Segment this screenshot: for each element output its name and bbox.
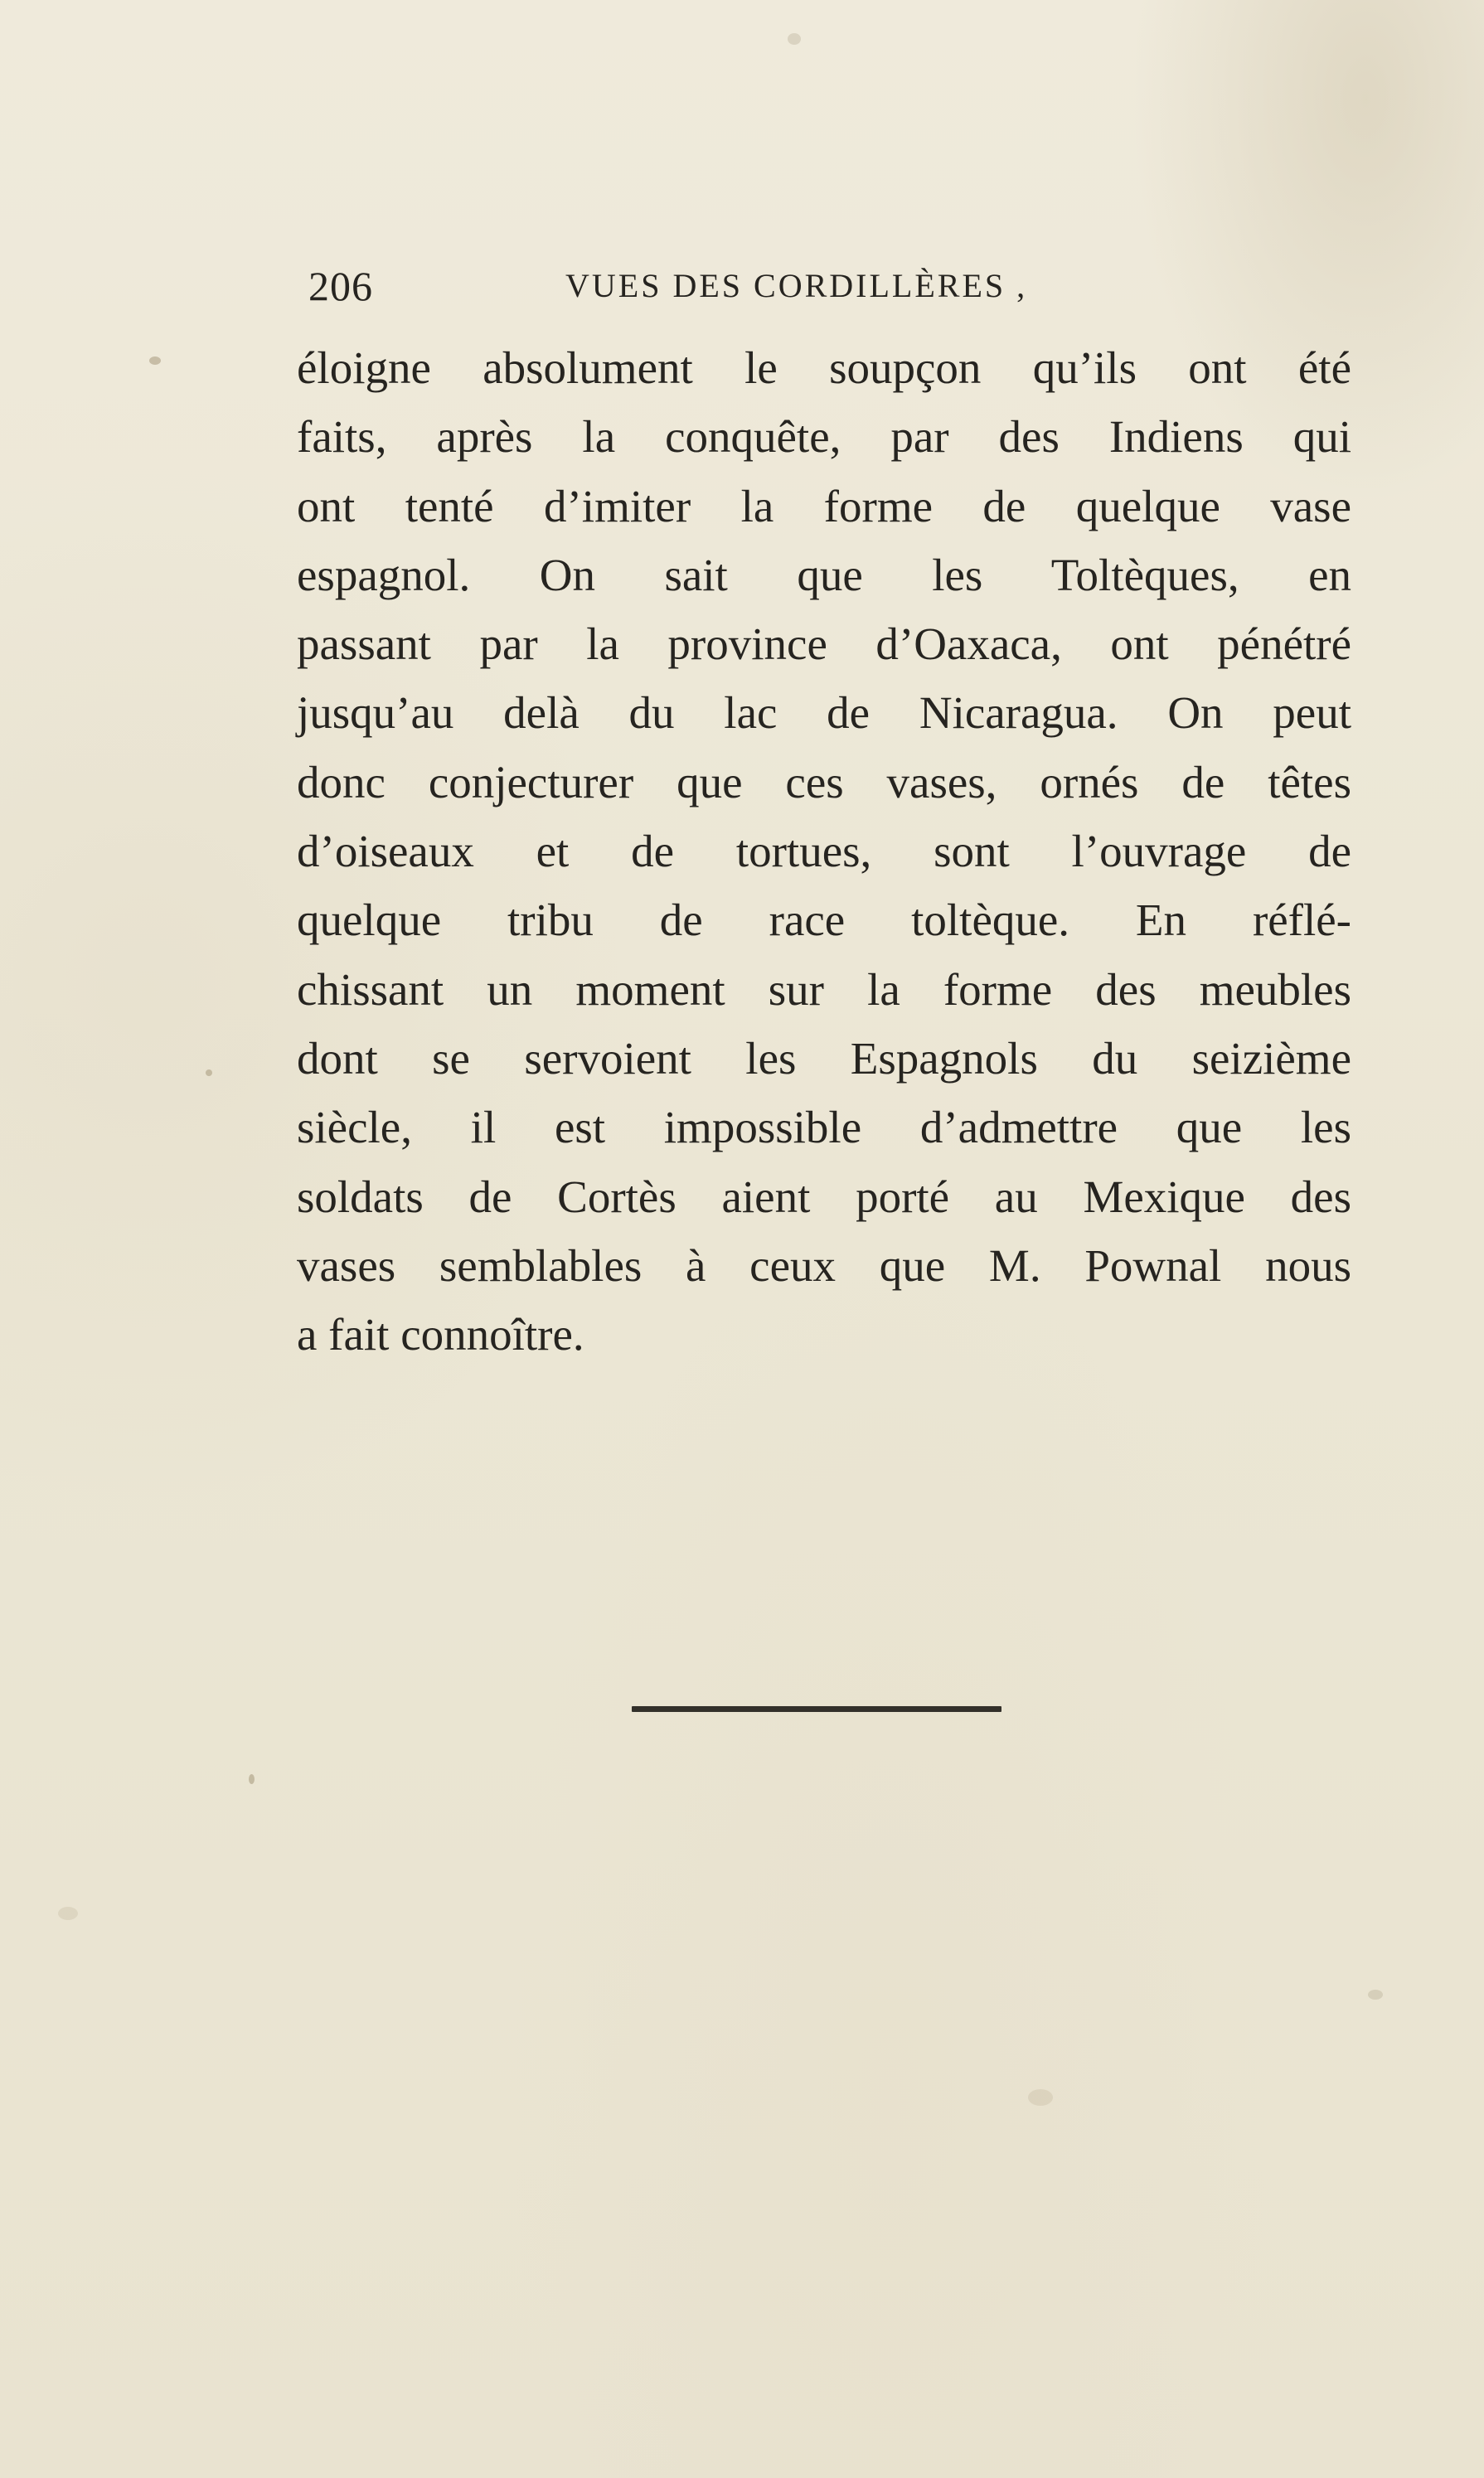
text-line: ont tenté d’imiter la forme de quelque vase	[297, 480, 1351, 531]
text-line: dont se servoient les Espagnols du seizième	[297, 1032, 1351, 1084]
page-number: 206	[308, 263, 373, 309]
paper-speck	[58, 1907, 78, 1920]
paper-speck	[149, 356, 161, 365]
running-title: VUES DES CORDILLÈRES ,	[565, 267, 1028, 304]
text-line: a fait connoître.	[297, 1309, 584, 1360]
text-line: espagnol. On sait que les Toltèques, en	[297, 549, 1351, 600]
body-paragraph	[297, 333, 1351, 1369]
paper-speck	[1368, 1990, 1383, 2000]
text-line: faits, après la conquête, par des Indiens qui	[297, 411, 1351, 463]
text-line: éloigne absolument le soupçon qu’ils ont été	[297, 342, 1351, 393]
text-line: soldats de Cortès aient porté au Mexique des	[297, 1171, 1351, 1222]
text-line: vases semblables à ceux que M. Pownal nous	[297, 1239, 1351, 1291]
end-of-chapter-rule	[632, 1706, 1001, 1712]
paper-speck	[206, 1069, 212, 1076]
paper-speck	[249, 1774, 255, 1784]
text-line: d’oiseaux et de tortues, sont l’ouvrage de	[297, 826, 1351, 877]
text-line: donc conjecturer que ces vases, ornés de têtes	[297, 756, 1351, 807]
text-line: siècle, il est impossible d’admettre que les	[297, 1102, 1351, 1153]
text-line: passant par la province d’Oaxaca, ont pénétré	[297, 618, 1351, 670]
paper-speck	[1028, 2089, 1053, 2106]
text-line: quelque tribu de race toltèque. En réflé-	[297, 895, 1351, 946]
text-line: chissant un moment sur la forme des meubles	[297, 963, 1351, 1015]
page-header	[308, 257, 1137, 315]
paper-speck	[788, 33, 801, 45]
text-line: jusqu’au delà du lac de Nicaragua. On peut	[297, 687, 1351, 739]
